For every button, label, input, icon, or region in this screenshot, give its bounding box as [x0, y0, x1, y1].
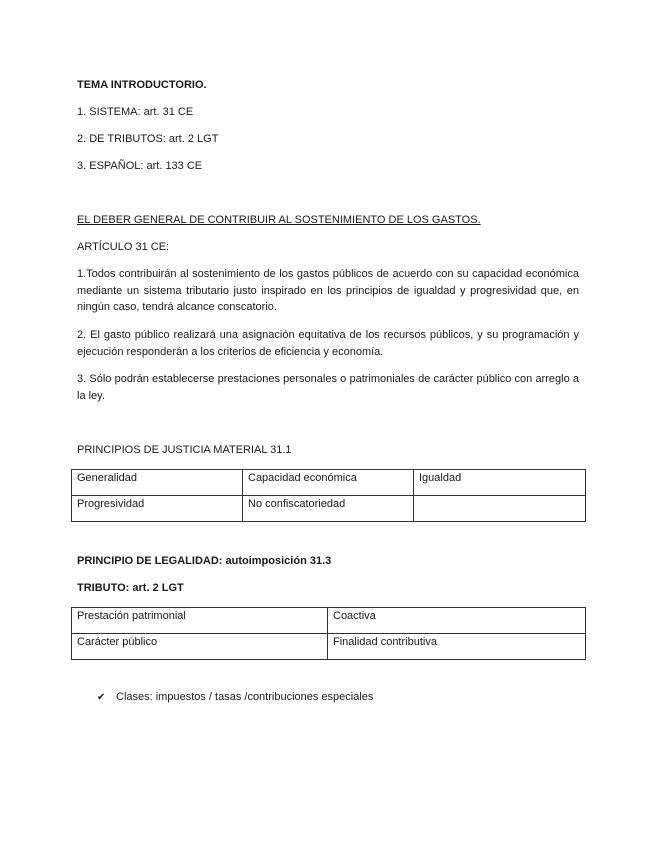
table-cell: Carácter público: [72, 634, 328, 660]
table-cell: Finalidad contributiva: [328, 634, 586, 660]
intro-item-1: 1. SISTEMA: art. 31 CE: [77, 106, 194, 118]
intro-item-2: 2. DE TRIBUTOS: art. 2 LGT: [77, 133, 219, 145]
clases-bullet: [97, 690, 373, 705]
deber-heading: EL DEBER GENERAL DE CONTRIBUIR AL SOSTENIMIENTO DE LOS GASTOS.: [77, 214, 481, 226]
article-label: ARTÍCULO 31 CE:: [77, 241, 170, 253]
table-cell: Igualdad: [414, 470, 586, 496]
clases-text: Clases: impuestos / tasas /contribuciones especiales: [116, 691, 374, 703]
article-paragraph-3: 3. Sólo podrán establecerse prestaciones personales o patrimoniales de carácter público con arreglo a la ley.: [77, 373, 579, 402]
table-row: [72, 496, 586, 522]
table-row: [72, 608, 586, 634]
article-paragraph-2: 2. El gasto público realizará una asignación equitativa de los recursos públicos, y su programación y ejecución responderán a los criterios de eficiencia y economía.: [77, 329, 579, 358]
table-row: [72, 634, 586, 660]
tributo-table: [71, 607, 586, 660]
legalidad-heading: PRINCIPIO DE LEGALIDAD: autoimposición 31.3: [77, 555, 332, 567]
table-cell: Coactiva: [328, 608, 586, 634]
table-cell: Prestación patrimonial: [72, 608, 328, 634]
intro-item-3: 3. ESPAÑOL: art. 133 CE: [77, 160, 203, 172]
table-cell: Capacidad económica: [243, 470, 414, 496]
justicia-table: [71, 469, 586, 522]
tributo-heading: TRIBUTO: art. 2 LGT: [77, 582, 184, 594]
table-cell: No confiscatoriedad: [243, 496, 414, 522]
table-cell: Generalidad: [72, 470, 243, 496]
intro-heading: TEMA INTRODUCTORIO.: [77, 79, 207, 91]
table-cell: Progresividad: [72, 496, 243, 522]
checkmark-icon: ✔: [97, 692, 106, 703]
table-row: [72, 470, 586, 496]
article-paragraph-1: 1.Todos contribuirán al sostenimiento de los gastos públicos de acuerdo con su capacidad económica mediante un sistema tributario justo inspirado en los principios de igualdad y progresividad que, en ningún caso, tendrá alcance conscatorio.: [77, 268, 579, 313]
table-cell: [414, 496, 586, 522]
justicia-heading: PRINCIPIOS DE JUSTICIA MATERIAL 31.1: [77, 444, 292, 456]
